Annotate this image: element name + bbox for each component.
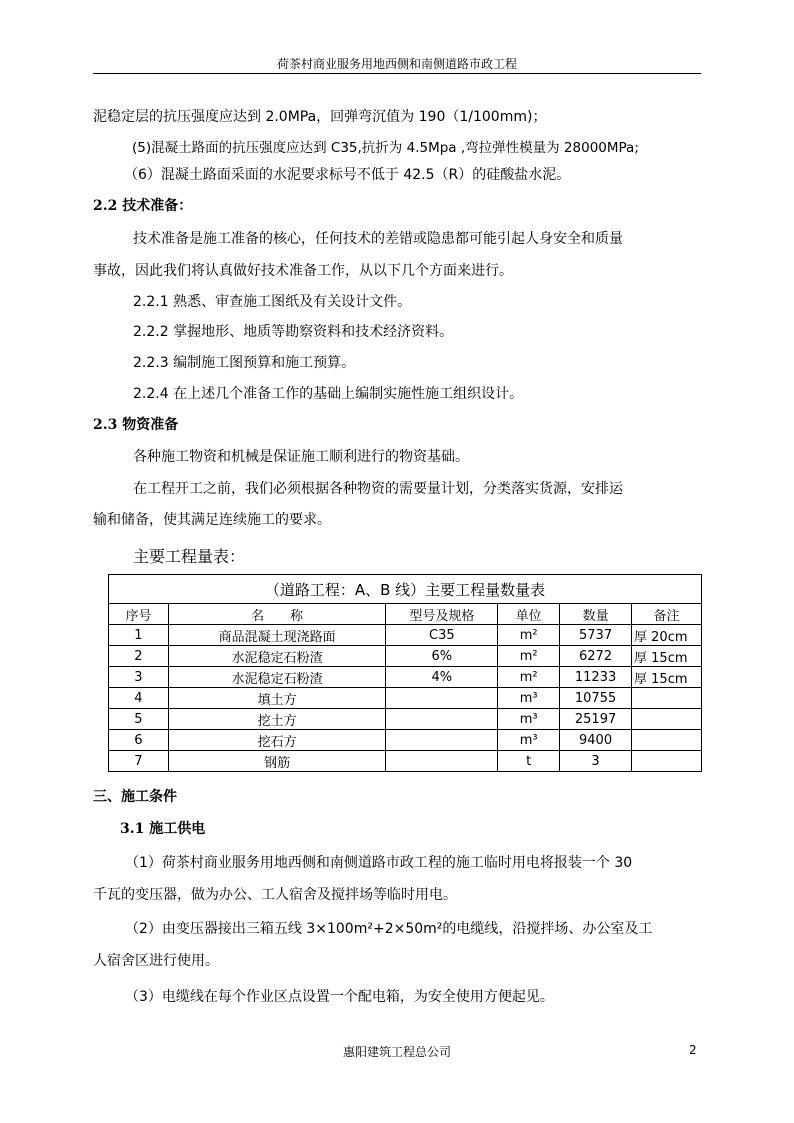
- table-cell: 4: [109, 688, 169, 709]
- paragraph-line: 事故，因此我们将认真做好技术准备工作，从以下几个方面来进行。: [93, 263, 513, 279]
- table-cell: 6: [109, 730, 169, 751]
- paragraph-line: （3）电缆线在每个作业区点设置一个配电箱，为安全使用方便起见。: [125, 989, 554, 1005]
- table-header-cell: 名 称: [168, 604, 386, 625]
- table-cell: 4%: [386, 667, 498, 688]
- table-cell: m²: [498, 646, 560, 667]
- table-cell: m²: [498, 667, 560, 688]
- paragraph-line: 千瓦的变压器，做为办公、工人宿舍及搅拌场等临时用电。: [93, 887, 457, 903]
- table-cell: 钢筋: [168, 751, 386, 772]
- table-cell: [632, 709, 702, 730]
- table-header-row: [109, 604, 702, 625]
- table-cell: 5: [109, 709, 169, 730]
- list-item: 2.2.4 在上述几个准备工作的基础上编制实施性施工组织设计。: [133, 386, 524, 402]
- table-cell: [386, 688, 498, 709]
- table-header-cell: 备注: [632, 604, 702, 625]
- table-cell: 厚 20cm: [632, 625, 702, 646]
- section-heading-3: 三、施工条件: [93, 789, 177, 805]
- table-cell: 填土方: [168, 688, 386, 709]
- table-row: [109, 646, 702, 667]
- table-cell: 水泥稳定石粉渣: [168, 667, 386, 688]
- table-cell: [632, 751, 702, 772]
- table-header-cell: 序号: [109, 604, 169, 625]
- paragraph-line: （1）荷茶村商业服务用地西侧和南侧道路市政工程的施工临时用电将报装一个 30: [125, 855, 633, 871]
- table-cell: 商品混凝土现浇路面: [168, 625, 386, 646]
- table-row: [109, 730, 702, 751]
- paragraph-line: 各种施工物资和机械是保证施工顺利进行的物资基础。: [133, 449, 469, 465]
- list-item: 2.2.2 掌握地形、地质等勘察资料和技术经济资料。: [133, 324, 454, 340]
- list-item: 2.2.3 编制施工图预算和施工预算。: [133, 355, 356, 371]
- page-number: 2: [689, 1043, 697, 1057]
- table-cell: m²: [498, 625, 560, 646]
- header-rule: [93, 73, 701, 74]
- list-item: 2.2.1 熟悉、审查施工图纸及有关设计文件。: [133, 294, 412, 310]
- table-cell: [632, 730, 702, 751]
- table-cell: [386, 751, 498, 772]
- table-cell: 6%: [386, 646, 498, 667]
- page-footer: 惠阳建筑工程总公司: [342, 1045, 451, 1059]
- table-cell: 6272: [560, 646, 632, 667]
- table-cell: 2: [109, 646, 169, 667]
- section-heading-3-1: 3.1 施工供电: [120, 821, 206, 837]
- paragraph-line: 人宿舍区进行使用。: [93, 953, 219, 969]
- table-cell: 厚 15cm: [632, 667, 702, 688]
- table-cell: [386, 730, 498, 751]
- paragraph-line: 输和储备，使其满足连续施工的要求。: [93, 512, 331, 528]
- table-cell: 9400: [560, 730, 632, 751]
- table-cell: C35: [386, 625, 498, 646]
- table-header-cell: 型号及规格: [386, 604, 498, 625]
- section-heading-2-2: 2.2 技术准备：: [93, 198, 193, 214]
- table-cell: 厚 15cm: [632, 646, 702, 667]
- table-cell: 5737: [560, 625, 632, 646]
- table-row: [109, 688, 702, 709]
- paragraph-line: 技术准备是施工准备的核心，任何技术的差错或隐患都可能引起人身安全和质量: [133, 231, 623, 247]
- table-cell: m³: [498, 730, 560, 751]
- paragraph-line: (5)混凝土路面的抗压强度应达到 C35,抗折为 4.5Mpa ,弯拉弹性模量为 28000MPa;: [132, 140, 639, 156]
- table-caption: （道路工程：A、B 线）主要工程量数量表: [109, 575, 702, 604]
- table-row: [109, 667, 702, 688]
- table-cell: 25197: [560, 709, 632, 730]
- table-cell: 1: [109, 625, 169, 646]
- paragraph-line: 泥稳定层的抗压强度应达到 2.0MPa，回弹弯沉值为 190（1/100mm)；: [93, 109, 547, 125]
- table-cell: 3: [560, 751, 632, 772]
- table-cell: t: [498, 751, 560, 772]
- table-cell: 水泥稳定石粉渣: [168, 646, 386, 667]
- section-heading-2-3: 2.3 物资准备: [93, 417, 179, 433]
- quantity-table: [108, 574, 702, 772]
- paragraph-line: 在工程开工之前，我们必须根据各种物资的需要量计划，分类落实货源，安排运: [133, 481, 623, 497]
- table-header-cell: 单位: [498, 604, 560, 625]
- table-row: [109, 751, 702, 772]
- paragraph-line: （6）混凝土路面采面的水泥要求标号不低于 42.5（R）的硅酸盐水泥。: [124, 167, 571, 183]
- table-cell: 7: [109, 751, 169, 772]
- table-cell: [386, 709, 498, 730]
- table-header-cell: 数量: [560, 604, 632, 625]
- table-cell: 挖石方: [168, 730, 386, 751]
- table-cell: 挖土方: [168, 709, 386, 730]
- table-cell: 10755: [560, 688, 632, 709]
- table-cell: m³: [498, 688, 560, 709]
- table-title: 主要工程量表：: [133, 547, 246, 566]
- table-row: [109, 709, 702, 730]
- page-header: 荷茶村商业服务用地西侧和南侧道路市政工程: [276, 57, 517, 71]
- table-cell: [632, 688, 702, 709]
- table-cell: 11233: [560, 667, 632, 688]
- table-cell: m³: [498, 709, 560, 730]
- table-cell: 3: [109, 667, 169, 688]
- table-row: [109, 625, 702, 646]
- paragraph-line: （2）由变压器接出三箱五线 3×100m²+2×50m²的电缆线，沿搅拌场、办公室及工: [125, 921, 653, 937]
